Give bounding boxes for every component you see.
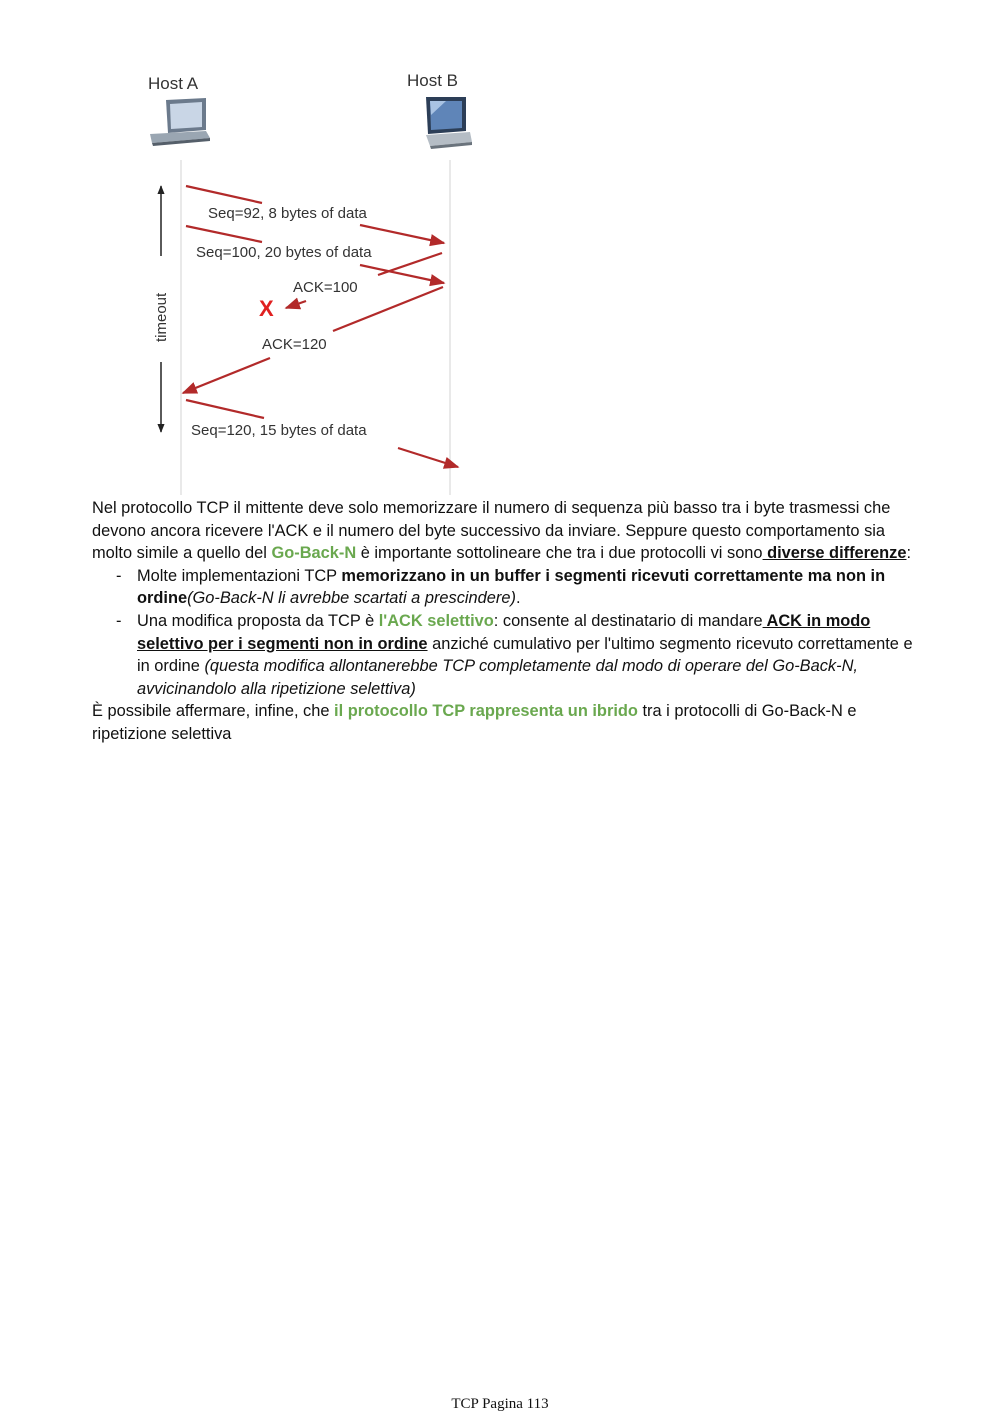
seq120-label: Seq=120, 15 bytes of data: [191, 422, 367, 439]
host-b-computer-icon: [426, 97, 472, 149]
hybrid-term: il protocollo TCP rappresenta un ibrido: [334, 702, 638, 721]
tcp-timeout-diagram: [0, 0, 1000, 500]
list-item-text-cont2: anziché cumulativo per l'ultimo segmento ricevuto correttamente e in ordine: [137, 634, 913, 676]
ack120-arrow-tail: [183, 358, 270, 393]
host-a-label: Host A: [148, 74, 199, 93]
seq92-arrow-tail: [360, 225, 444, 243]
conclusion-text-cont: tra i protocolli di Go-Back-N e ripetizione selettiva: [92, 702, 857, 743]
page-body: [92, 497, 922, 746]
seq120-arrow-tail: [398, 448, 458, 467]
ack100-arrow: [378, 253, 442, 275]
period: .: [515, 589, 521, 608]
list-item-text-cont: : consente al destinatario di mandare: [493, 611, 763, 630]
bullet-dash: -: [116, 611, 122, 630]
seq92-label: Seq=92, 8 bytes of data: [208, 205, 367, 222]
selective-ack-term: l'ACK selettivo: [378, 611, 494, 630]
ack100-label: ACK=100: [293, 279, 358, 296]
bullet-dash: -: [116, 566, 122, 585]
timeout-label: timeout: [153, 292, 170, 342]
seq120-arrow: [186, 400, 264, 418]
list-item: [92, 610, 922, 700]
colon: :: [906, 544, 912, 563]
host-b-label: Host B: [407, 71, 459, 90]
go-back-n-note: (Go-Back-N li avrebbe scartati a prescindere): [187, 589, 516, 608]
selective-repeat-note: (questa modifica allontanerebbe TCP completamente dal modo di operare del Go-Back-N, avvicinandolo alla ripetizione selettiva): [137, 657, 858, 698]
buffer-highlight: memorizzano in un buffer i segmenti ricevuti correttamente ma non in ordine: [137, 566, 886, 608]
ack100-arrow-tail: [286, 301, 306, 308]
seq100-label: Seq=100, 20 bytes of data: [196, 244, 372, 261]
host-a-computer-icon: [150, 98, 210, 146]
lost-packet-icon: X: [259, 296, 274, 321]
ack120-label: ACK=120: [262, 336, 327, 353]
seq100-arrow: [186, 226, 262, 242]
list-item-text: Molte implementazioni TCP: [137, 566, 342, 585]
differences-term: diverse differenze: [762, 544, 907, 563]
list-item: [92, 565, 922, 610]
seq92-arrow: [186, 186, 262, 203]
intro-text-cont: è importante sottolineare che tra i due protocolli vi sono: [356, 544, 763, 563]
selective-ack-highlight: ACK in modo selettivo per i segmenti non in ordine: [137, 611, 871, 653]
conclusion-paragraph: [92, 700, 922, 745]
timeout-indicator: [153, 186, 170, 432]
go-back-n-term: Go-Back-N: [271, 544, 357, 563]
intro-paragraph: [92, 497, 922, 565]
intro-text: Nel protocollo TCP il mittente deve solo memorizzare il numero di sequenza più basso tra i byte trasmessi che devono ancora ricevere l'ACK e il numero del byte successivo da inviare. Seppure questo comportamento sia molto simile a quello del: [92, 499, 891, 563]
conclusion-text: È possibile affermare, infine, che: [92, 702, 335, 721]
page-footer: TCP Pagina 113: [451, 1396, 549, 1412]
differences-list: [92, 565, 922, 701]
list-item-text: Una modifica proposta da TCP è: [137, 611, 379, 630]
